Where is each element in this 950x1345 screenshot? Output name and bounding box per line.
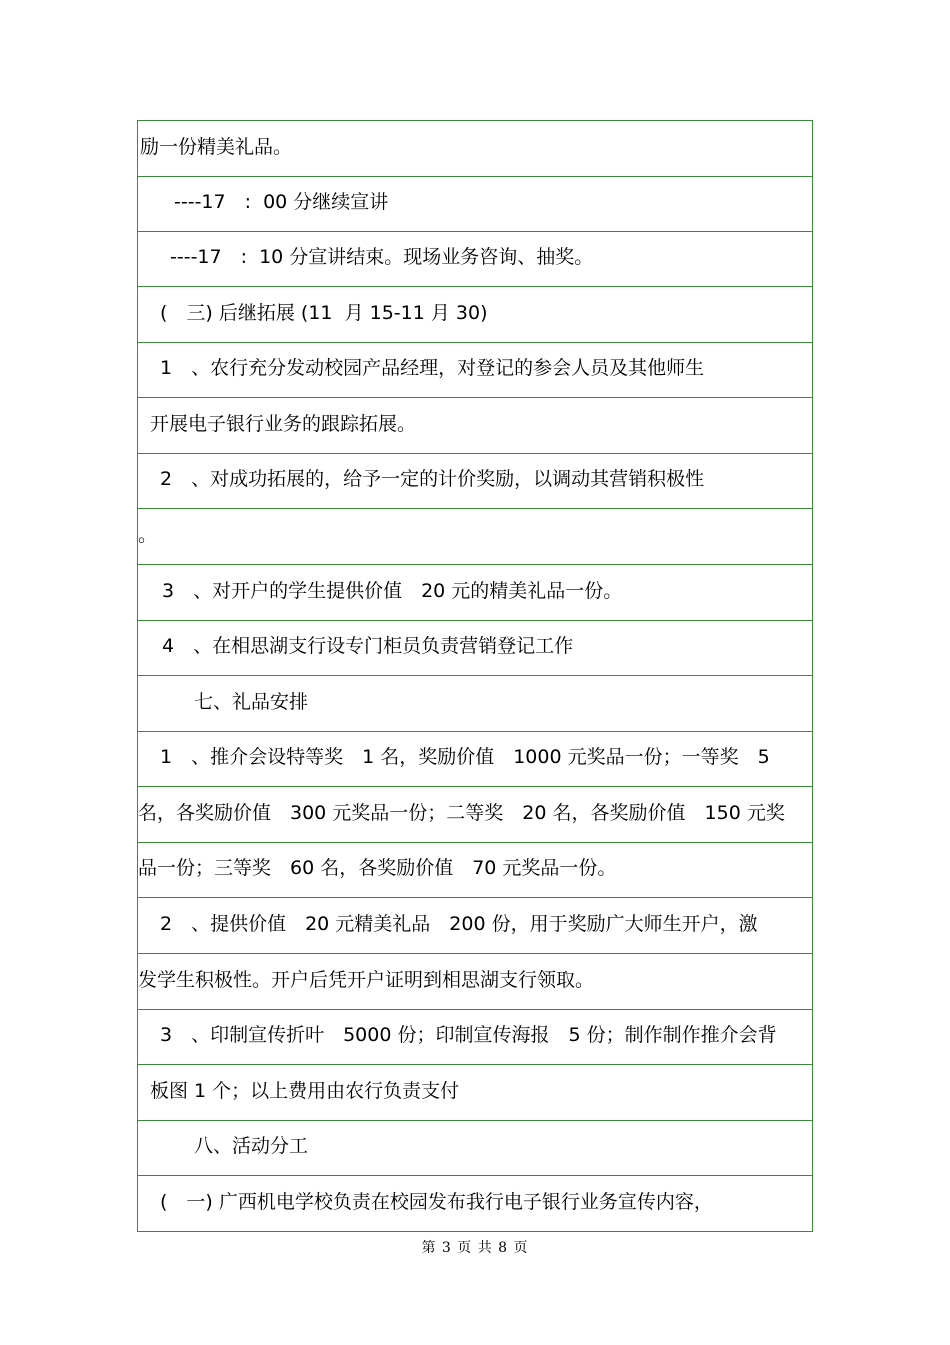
row-text: 名，各奖励价值 300 元奖品一份；二等奖 20 名，各奖励价值 150 元奖 [138, 802, 785, 824]
table-row [138, 176, 812, 232]
table-row [138, 1009, 812, 1065]
table-row [138, 565, 812, 621]
row-text: 1 、农行充分发动校园产品经理，对登记的参会人员及其他师生 [160, 357, 705, 379]
table-row [138, 509, 812, 565]
row-text: 2 、对成功拓展的，给予一定的计价奖励，以调动其营销积极性 [160, 468, 705, 490]
row-text: ----17 : 00 分继续宣讲 [174, 191, 389, 213]
table-row [138, 842, 812, 898]
table-row [138, 121, 812, 177]
table-row [138, 954, 812, 1010]
table-row [138, 787, 812, 843]
table-row [138, 342, 812, 398]
row-text: 2 、提供价值 20 元精美礼品 200 份，用于奖励广大师生开户，激 [160, 913, 758, 935]
row-text: 4 、在相思湖支行设专门柜员负责营销登记工作 [162, 635, 574, 657]
row-text: 开展电子银行业务的跟踪拓展。 [150, 413, 417, 435]
section-heading: 八、活动分工 [194, 1135, 309, 1157]
table-row [138, 231, 812, 287]
table-row [138, 898, 812, 954]
page-footer: 第 3 页 共 8 页 [421, 1240, 529, 1256]
table-row [138, 398, 812, 454]
section-heading-row [138, 676, 812, 732]
row-text: ( 一) 广西机电学校负责在校园发布我行电子银行业务宣传内容， [160, 1191, 713, 1213]
table-row [138, 287, 812, 343]
table-row [138, 1065, 812, 1121]
table-row [138, 1176, 812, 1232]
row-text: 发学生积极性。开户后凭开户证明到相思湖支行领取。 [138, 969, 595, 991]
section-heading: 七、礼品安排 [194, 691, 309, 713]
row-text: 励一份精美礼品。 [140, 136, 293, 158]
content-table [137, 120, 813, 1232]
section-heading-row [138, 1120, 812, 1176]
row-text: 1 、推介会设特等奖 1 名，奖励价值 1000 元奖品一份；一等奖 5 [160, 746, 770, 768]
row-text: 3 、印制宣传折叶 5000 份；印制宣传海报 5 份；制作制作推介会背 [160, 1024, 777, 1046]
row-text: 品一份；三等奖 60 名，各奖励价值 70 元奖品一份。 [138, 857, 617, 879]
table-row [138, 453, 812, 509]
row-text: 板图 1 个；以上费用由农行负责支付 [150, 1080, 460, 1102]
row-text: 。 [138, 524, 158, 546]
table-row [138, 731, 812, 787]
row-text: ----17 : 10 分宣讲结束。现场业务咨询、抽奖。 [170, 246, 594, 268]
row-text: ( 三) 后继拓展 (11 月 15-11 月 30) [160, 302, 488, 324]
row-text: 3 、对开户的学生提供价值 20 元的精美礼品一份。 [162, 580, 623, 602]
table-row [138, 620, 812, 676]
